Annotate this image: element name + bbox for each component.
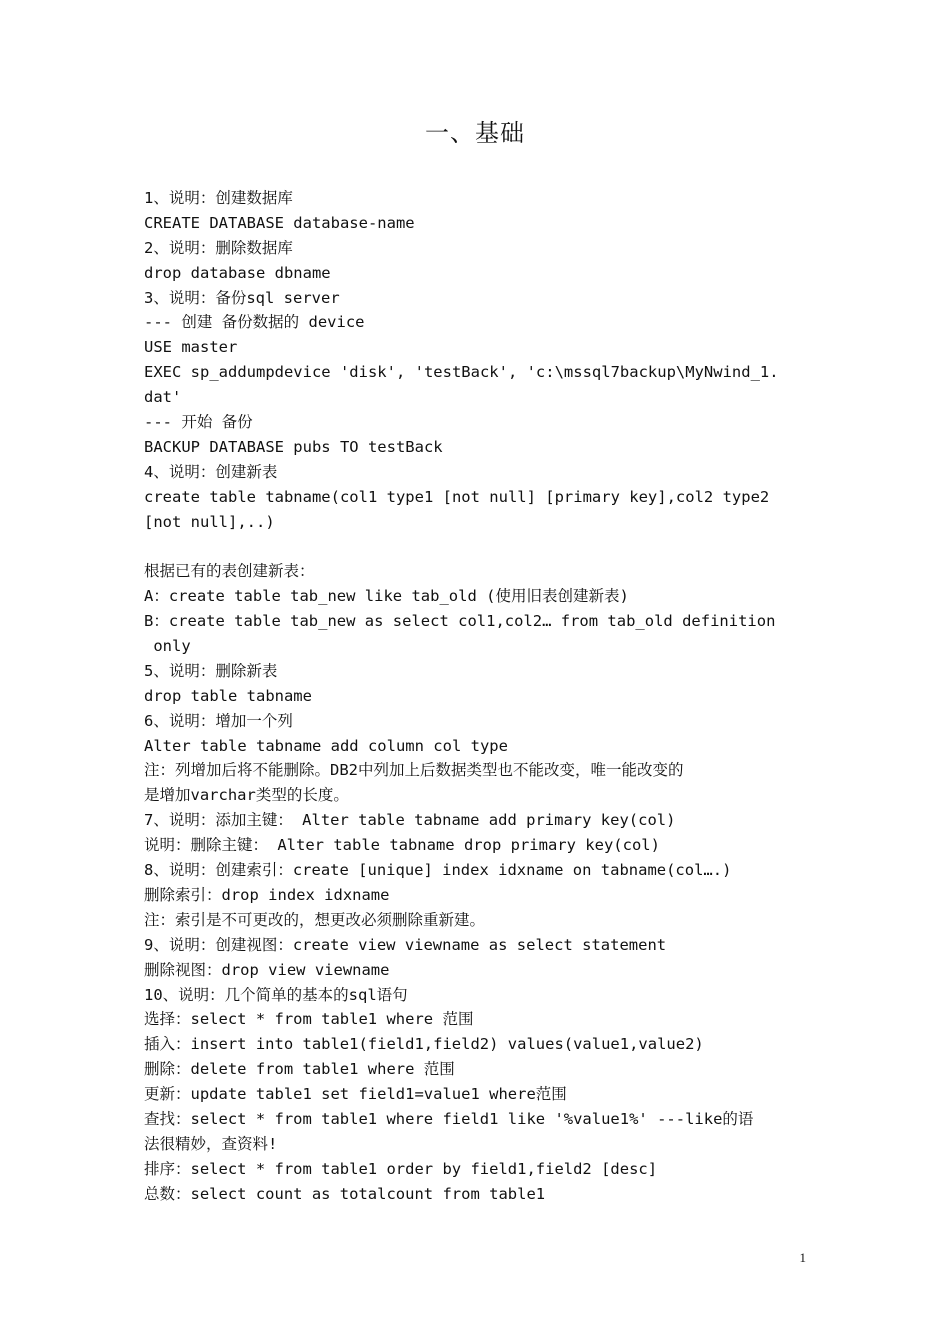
body-line: 说明：删除主键： Alter table tabname drop primary key(col) <box>144 836 660 855</box>
body-line: BACKUP DATABASE pubs TO testBack <box>144 437 443 456</box>
body-line: EXEC sp_addumpdevice 'disk', 'testBack', 'c:\mssql7backup\MyNwind_1. <box>144 363 779 382</box>
body-line: 是增加varchar类型的长度。 <box>144 786 349 805</box>
body-line: 4、说明：创建新表 <box>144 462 278 481</box>
body-line: --- 创建 备份数据的 device <box>144 313 365 332</box>
document-body <box>144 186 816 1207</box>
body-line: 根据已有的表创建新表： <box>144 562 315 581</box>
body-line: 更新：update table1 set field1=value1 where范围 <box>144 1085 567 1104</box>
body-line: 法很精妙，查资料! <box>144 1134 278 1153</box>
body-line: 注：索引是不可更改的，想更改必须删除重新建。 <box>144 910 486 929</box>
body-line: 总数：select count as totalcount from table1 <box>144 1184 546 1203</box>
body-line: B：create table tab_new as select col1,col2… from tab_old definition <box>144 612 776 631</box>
body-line: 查找：select * from table1 where field1 like '%value1%' ---like的语 <box>144 1109 754 1128</box>
body-line: drop database dbname <box>144 263 331 282</box>
body-line: 删除：delete from table1 where 范围 <box>144 1060 455 1079</box>
body-line: 7、说明：添加主键： Alter table tabname add primary key(col) <box>144 811 676 830</box>
body-line: 注：列增加后将不能删除。DB2中列加上后数据类型也不能改变，唯一能改变的 <box>144 761 684 780</box>
body-line: CREATE DATABASE database-name <box>144 213 415 232</box>
body-line: USE master <box>144 338 238 357</box>
body-line: 删除视图：drop view viewname <box>144 960 390 979</box>
body-line: --- 开始 备份 <box>144 413 253 432</box>
page-number: 1 <box>799 1250 806 1265</box>
page-title: 一、基础 <box>425 119 525 147</box>
body-line: create table tabname(col1 type1 [not null] [primary key],col2 type2 <box>144 487 770 506</box>
body-line: 1、说明：创建数据库 <box>144 189 293 207</box>
body-line: only <box>144 637 191 656</box>
body-line: 3、说明：备份sql server <box>144 288 340 307</box>
body-line: 排序：select * from table1 order by field1,field2 [desc] <box>144 1159 658 1178</box>
body-line: Alter table tabname add column col type <box>144 736 508 755</box>
body-line: dat' <box>144 388 182 407</box>
body-line: drop table tabname <box>144 686 312 705</box>
body-line: A：create table tab_new like tab_old (使用旧表创建新表) <box>144 587 629 606</box>
body-line: 插入：insert into table1(field1,field2) values(value1,value2) <box>144 1035 704 1054</box>
body-line: [not null],..) <box>144 512 275 531</box>
body-line: 6、说明：增加一个列 <box>144 711 293 730</box>
body-line: 删除索引：drop index idxname <box>144 885 390 904</box>
body-line: 9、说明：创建视图：create view viewname as select statement <box>144 935 667 954</box>
body-line: 8、说明：创建索引：create [unique] index idxname on tabname(col….) <box>144 861 732 880</box>
body-line: 选择：select * from table1 where 范围 <box>144 1010 474 1029</box>
body-line: 5、说明：删除新表 <box>144 661 278 680</box>
body-line: 2、说明：删除数据库 <box>144 238 293 257</box>
body-line: 10、说明：几个简单的基本的sql语句 <box>144 985 408 1004</box>
blank-line <box>144 534 816 559</box>
